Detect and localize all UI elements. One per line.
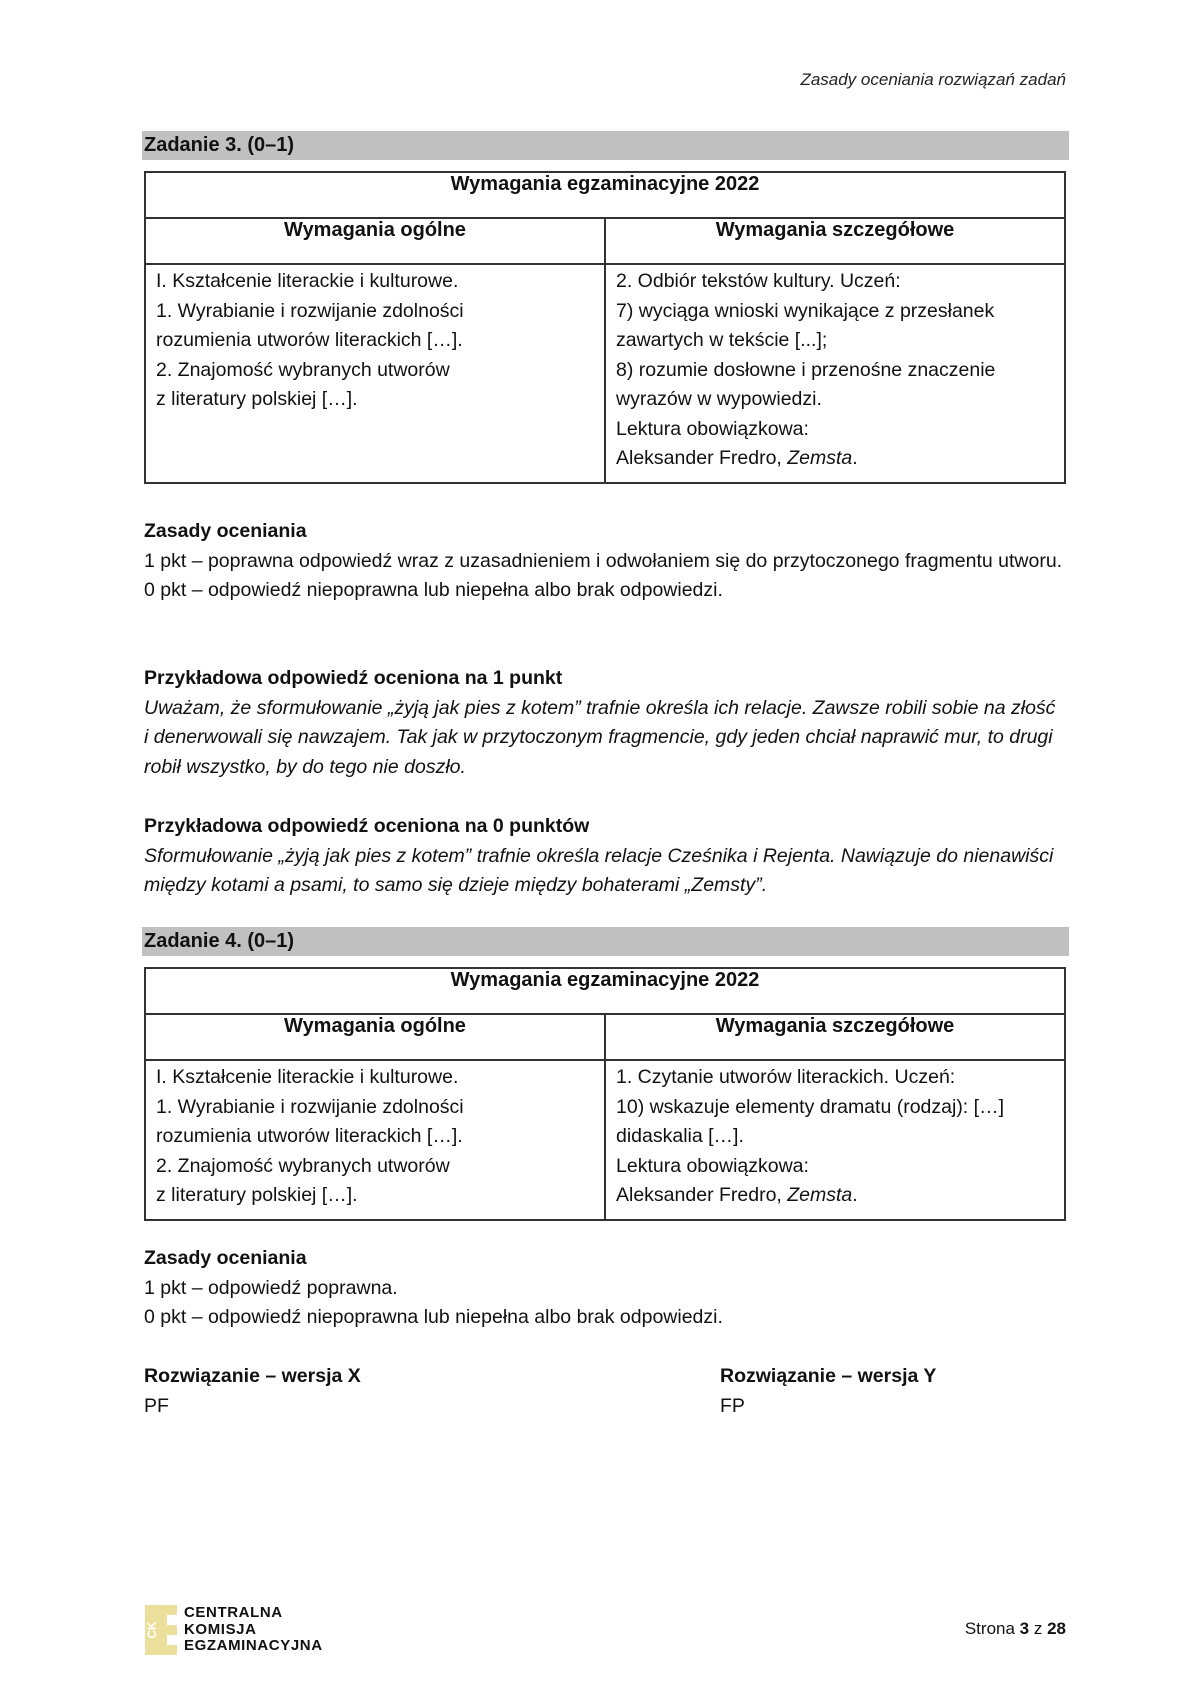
req-line: I. Kształcenie literackie i kulturowe. [156,1066,459,1088]
reading-end: . [852,1184,858,1206]
reading-title: Zemsta [787,447,853,469]
req-line: 2. Odbiór tekstów kultury. Uczeń: [616,270,901,292]
cke-logo-mark-icon [145,1605,177,1655]
col-header-detailed: Wymagania szczegółowe [605,218,1065,264]
page-current: 3 [1019,1619,1030,1638]
solution-heading: Rozwiązanie – wersja Y [720,1365,937,1387]
required-reading [616,444,1054,474]
req-line: I. Kształcenie literackie i kulturowe. [156,270,459,292]
scoring-heading: Zasady oceniania [144,520,307,542]
req-line: 2. Znajomość wybranych utworów [156,1154,450,1177]
page-number [965,1619,1066,1639]
solution-answer: PF [144,1394,169,1417]
req-line: 1. Wyrabianie i rozwijanie zdolności [156,299,464,322]
solution-version-x [144,1362,361,1421]
task-3-scoring [144,517,1074,606]
req-line: 10) wskazuje elementy dramatu (rodzaj): […] [616,1095,1004,1118]
page-total: 28 [1047,1619,1066,1638]
running-header: Zasady oceniania rozwiązań zadań [800,70,1066,89]
req-line: zawartych w tekście [...]; [616,329,828,351]
table-caption: Wymagania egzaminacyjne 2022 [145,968,1065,1014]
req-line: 2. Znajomość wybranych utworów [156,358,450,381]
scoring-rule: 0 pkt – odpowiedź niepoprawna lub niepełna albo brak odpowiedzi. [144,1306,723,1328]
req-line: Lektura obowiązkowa: [616,1154,809,1177]
task-3-requirements-table [144,171,1066,484]
solution-version-y [720,1362,1040,1421]
req-line: z literatury polskiej […]. [156,1184,358,1206]
req-line: rozumienia utworów literackich […]. [156,1125,463,1147]
req-line: rozumienia utworów literackich […]. [156,329,463,351]
scoring-rule: 0 pkt – odpowiedź niepoprawna lub niepełna albo brak odpowiedzi. [144,579,723,601]
req-line: didaskalia […]. [616,1125,744,1147]
req-line: 1. Wyrabianie i rozwijanie zdolności [156,1095,464,1118]
cke-logo-text [184,1605,323,1655]
solution-answer: FP [720,1394,745,1417]
example-text: Sformułowanie „żyją jak pies z kotem” trafnie określa relacje Cześnika i Rejenta. Nawiązuje do nienawiści między kotami a psami, to samo się dzieje między bohaterami „Zemsty”. [144,844,1054,896]
example-heading: Przykładowa odpowiedź oceniona na 0 punktów [144,815,590,837]
task-3-example-1 [144,664,1074,782]
svg-text:CK: CK [145,1621,159,1639]
logo-line: EGZAMINACYJNA [184,1637,323,1654]
general-requirements [145,264,605,483]
example-text: Uważam, że sformułowanie „żyją jak pies z kotem” trafnie określa ich relacje. Zawsze robili sobie na złość i denerwowali się nawzajem. Tak jak w przytoczonym fragmencie, gdy jeden chciał naprawić mur, to drugi robił wszystko, by do tego nie doszło. [144,696,1056,778]
task-4-scoring [144,1244,1074,1333]
col-header-general: Wymagania ogólne [145,218,605,264]
req-line: z literatury polskiej […]. [156,388,358,410]
col-header-general: Wymagania ogólne [145,1014,605,1060]
detailed-requirements [605,264,1065,483]
reading-author: Aleksander Fredro, [616,1184,788,1206]
req-line: 7) wyciąga wnioski wynikające z przesłanek [616,299,995,322]
detailed-requirements [605,1060,1065,1220]
req-line: 8) rozumie dosłowne i przenośne znaczenie [616,358,996,381]
scoring-rule: 1 pkt – poprawna odpowiedź wraz z uzasadnieniem i odwołaniem się do przytoczonego fragmentu utworu. [144,549,1063,572]
cke-logo [145,1605,323,1655]
col-header-detailed: Wymagania szczegółowe [605,1014,1065,1060]
reading-end: . [852,447,858,469]
task-3-example-0 [144,812,1074,901]
reading-title: Zemsta [787,1184,853,1206]
example-heading: Przykładowa odpowiedź oceniona na 1 punkt [144,667,563,689]
req-line: Lektura obowiązkowa: [616,417,809,440]
req-line: wyrazów w wypowiedzi. [616,388,822,410]
general-requirements [145,1060,605,1220]
task-3-title: Zadanie 3. (0–1) [142,131,1069,160]
page-sep: z [1029,1619,1048,1638]
req-line: 1. Czytanie utworów literackich. Uczeń: [616,1066,956,1088]
task-4-requirements-table [144,967,1066,1221]
page-prefix: Strona [964,1619,1020,1638]
logo-line: KOMISJA [184,1620,257,1638]
scoring-heading: Zasady oceniania [144,1247,307,1269]
required-reading [616,1181,1054,1211]
reading-author: Aleksander Fredro, [616,447,788,469]
table-caption: Wymagania egzaminacyjne 2022 [145,172,1065,218]
scoring-rule: 1 pkt – odpowiedź poprawna. [144,1276,398,1299]
logo-line: CENTRALNA [184,1604,283,1621]
solution-heading: Rozwiązanie – wersja X [144,1365,361,1387]
task-4-title: Zadanie 4. (0–1) [142,927,1069,956]
